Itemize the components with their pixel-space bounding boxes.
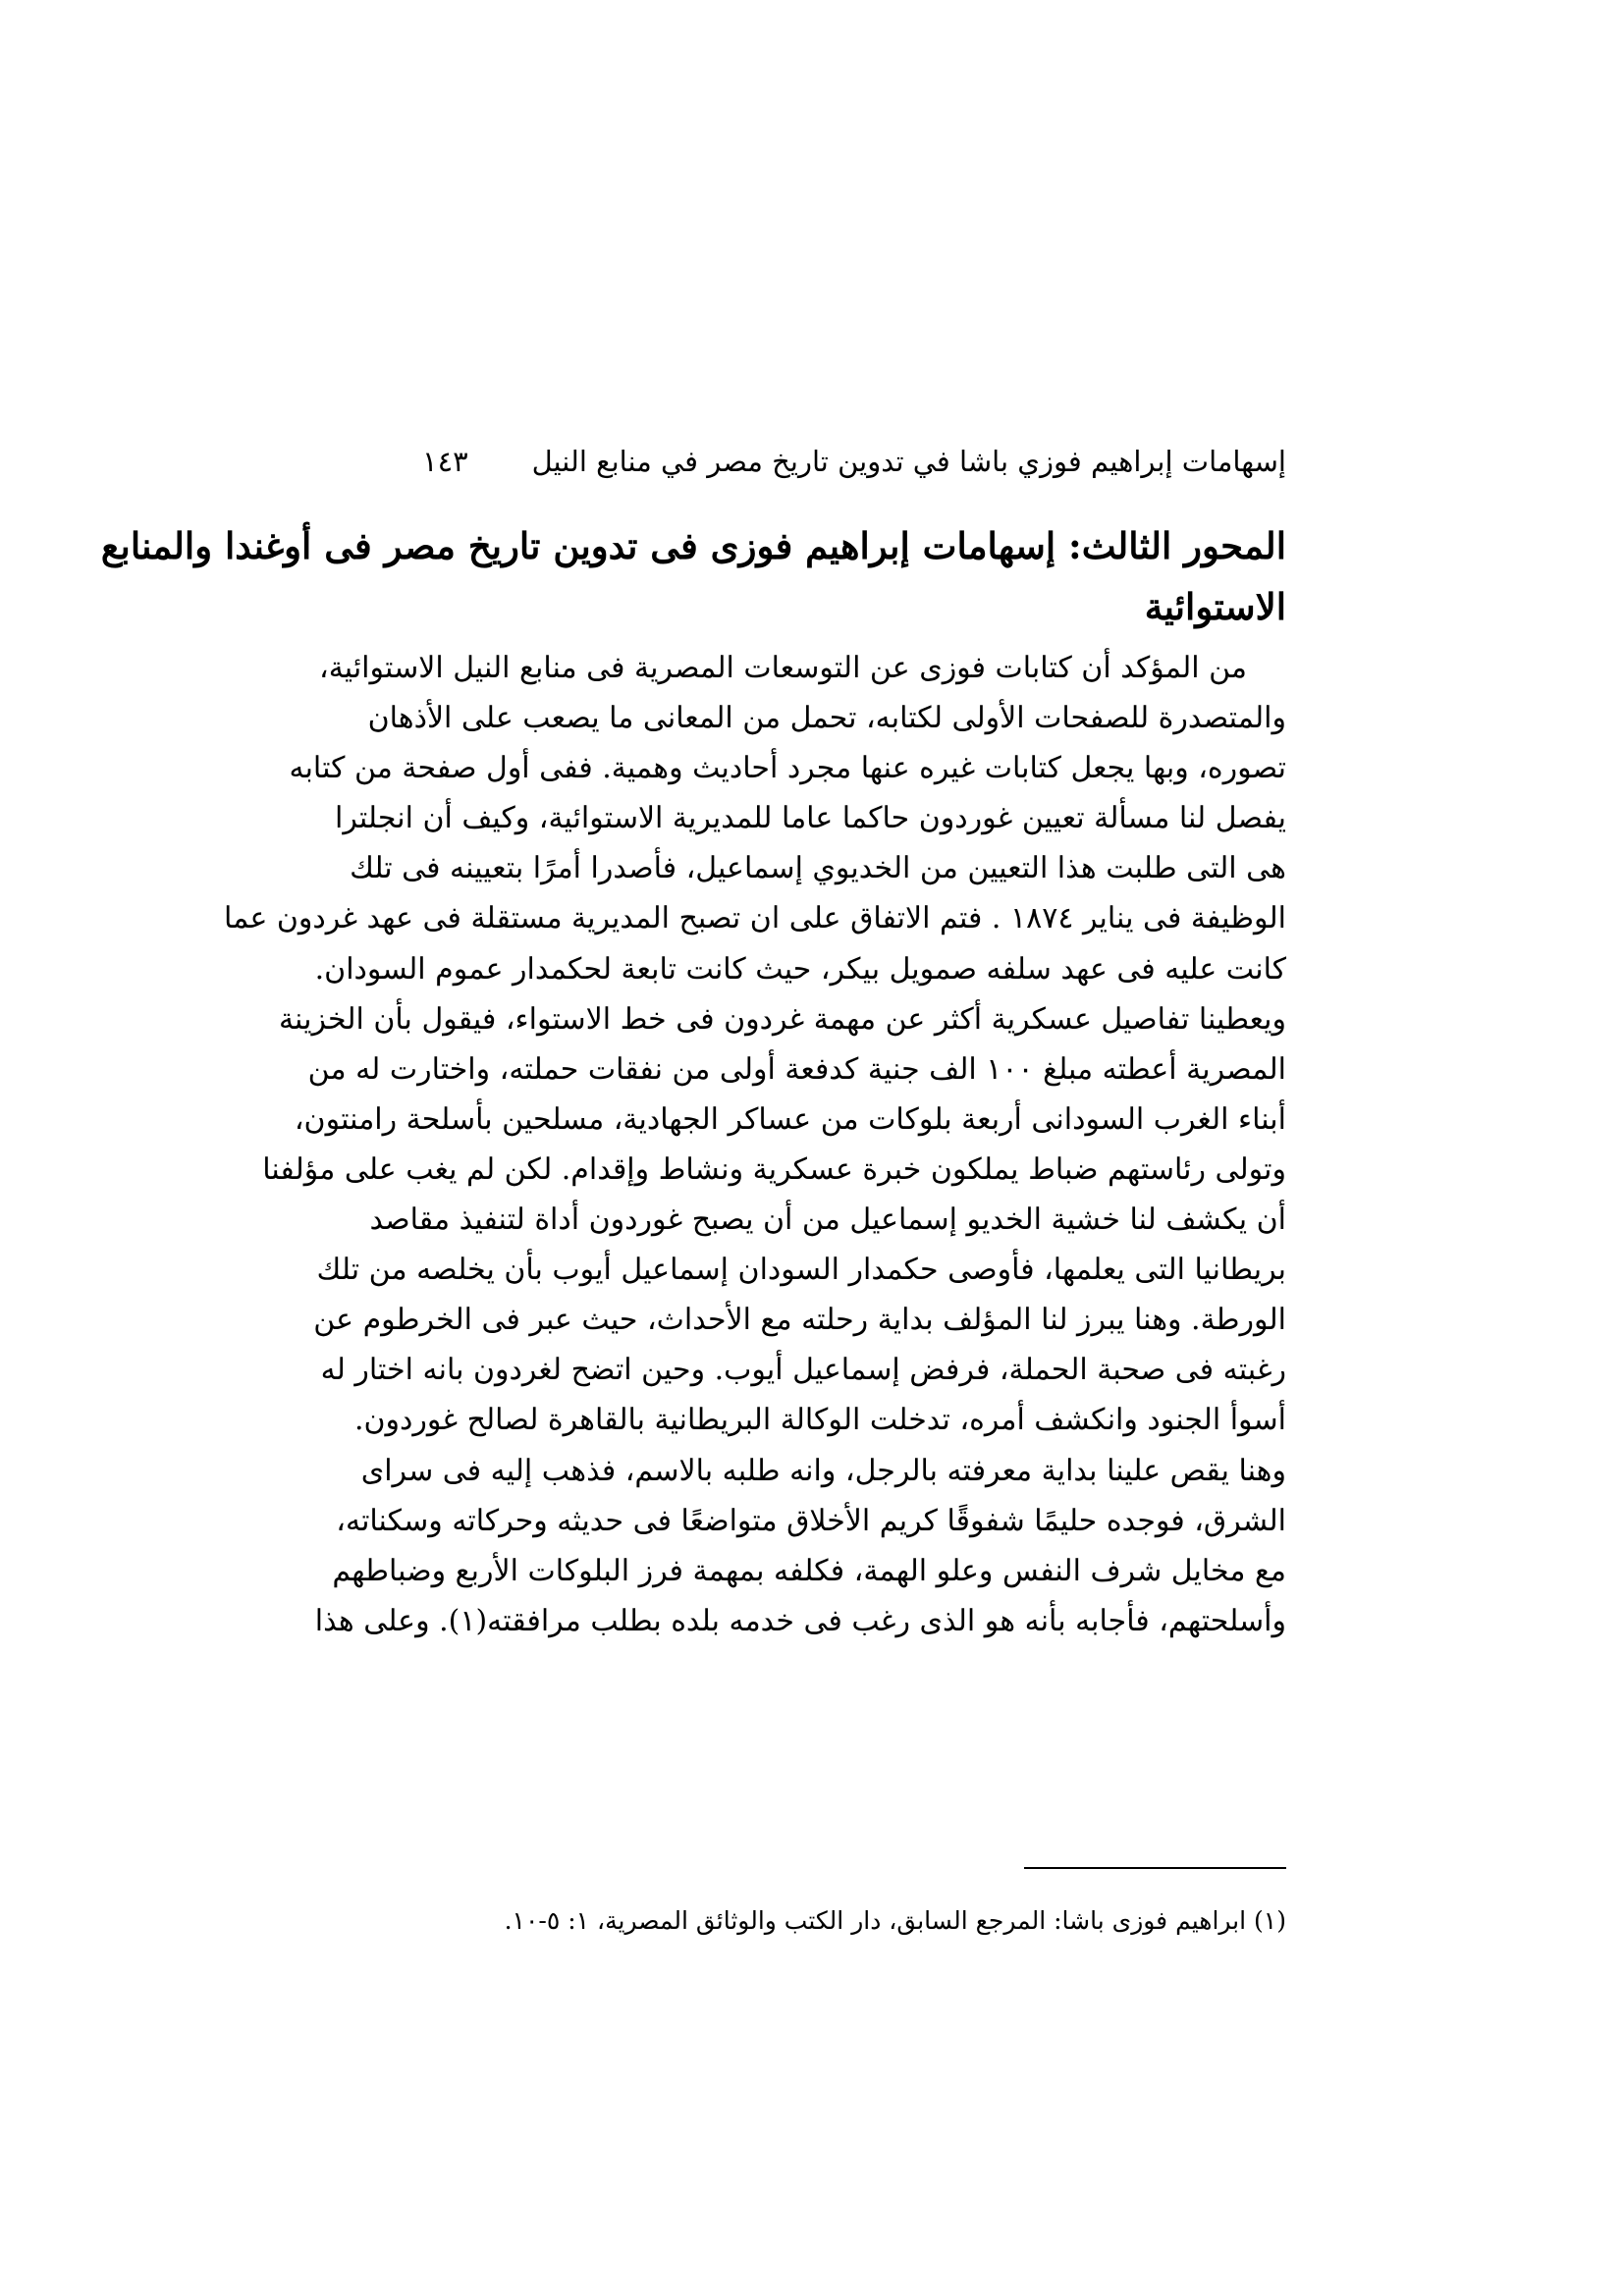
page-number: ١٤٣ <box>422 445 468 478</box>
body-line: وتولى رئاستهم ضباط يملكون خبرة عسكرية ونشاط وإقدام. لكن لم يغب على مؤلفنا <box>262 1151 1286 1187</box>
body-line: الشرق، فوجده حليمًا شفوقًا كريم الأخلاق متواضعًا فى حديثه وحركاته وسكناته، <box>336 1503 1286 1538</box>
body-line: الوظيفة فى يناير ١٨٧٤ . فتم الاتفاق على ان تصبح المديرية مستقلة فى عهد غردون عما <box>223 901 1286 936</box>
body-line: أن يكشف لنا خشية الخديو إسماعيل من أن يصبح غوردون أداة لتنفيذ مقاصد <box>369 1202 1286 1238</box>
body-line: والمتصدرة للصفحات الأولى لكتابه، تحمل من المعانى ما يصعب على الأذهان <box>367 701 1286 736</box>
running-header <box>383 437 1286 486</box>
running-title: إسهامات إبراهيم فوزي باشا في تدوين تاريخ مصر في منابع النيل <box>531 445 1286 478</box>
body-line: رغبته فى صحبة الحملة، فرفض إسماعيل أيوب. وحين اتضح لغردون بانه اختار له <box>320 1353 1286 1388</box>
heading-line: الاستوائية <box>1144 585 1286 628</box>
body-line: المصرية أعطته مبلغ ١٠٠ الف جنية كدفعة أولى من نفقات حملته، واختارت له من <box>307 1051 1286 1087</box>
body-line: بريطانيا التى يعلمها، فأوصى حكمدار السودان إسماعيل أيوب بأن يخلصه من تلك <box>316 1253 1286 1288</box>
heading-line: المحور الثالث: إسهامات إبراهيم فوزى فى تدوين تاريخ مصر فى أوغندا والمنابع <box>100 524 1286 567</box>
body-line: أبناء الغرب السودانى أربعة بلوكات من عساكر الجهادية، مسلحين بأسلحة رامنتون، <box>294 1101 1286 1137</box>
section-heading <box>100 515 1286 637</box>
body-line: من المؤكد أن كتابات فوزى عن التوسعات المصرية فى منابع النيل الاستوائية، <box>319 651 1247 685</box>
body-paragraph <box>223 643 1286 1646</box>
body-line: يفصل لنا مسألة تعيين غوردون حاكما عاما للمديرية الاستوائية، وكيف أن انجلترا <box>334 801 1286 836</box>
body-line: كانت عليه فى عهد سلفه صمويل بيكر، حيث كانت تابعة لحكمدار عموم السودان. <box>314 951 1286 987</box>
body-line: أسوأ الجنود وانكشف أمره، تدخلت الوكالة البريطانية بالقاهرة لصالح غوردون. <box>353 1403 1286 1438</box>
body-line: الورطة. وهنا يبرز لنا المؤلف بداية رحلته مع الأحداث، حيث عبر فى الخرطوم عن <box>313 1303 1286 1338</box>
body-line: تصوره، وبها يجعل كتابات غيره عنها مجرد أحاديث وهمية. ففى أول صفحة من كتابه <box>289 751 1286 786</box>
footnote: (١) ابراهيم فوزى باشا: المرجع السابق، دار الكتب والوثائق المصرية، ١: ٥-١٠. <box>504 1906 1286 1935</box>
body-line: مع مخايل شرف النفس وعلو الهمة، فكلفه بمهمة فرز البلوكات الأربع وضباطهم <box>332 1553 1286 1588</box>
footnote-divider <box>1024 1867 1286 1869</box>
body-line: ويعطينا تفاصيل عسكرية أكثر عن مهمة غردون فى خط الاستواء، فيقول بأن الخزينة <box>278 1001 1286 1037</box>
body-line: وهنا يقص علينا بداية معرفته بالرجل، وانه طلبه بالاسم، فذهب إليه فى سراى <box>360 1453 1286 1488</box>
body-line: وأسلحتهم، فأجابه بأنه هو الذى رغب فى خدمه بلده بطلب مرافقته(١). وعلى هذا <box>314 1603 1286 1638</box>
body-line: هى التى طلبت هذا التعيين من الخديوي إسماعيل، فأصدرا أمرًا بتعيينه فى تلك <box>350 851 1286 886</box>
